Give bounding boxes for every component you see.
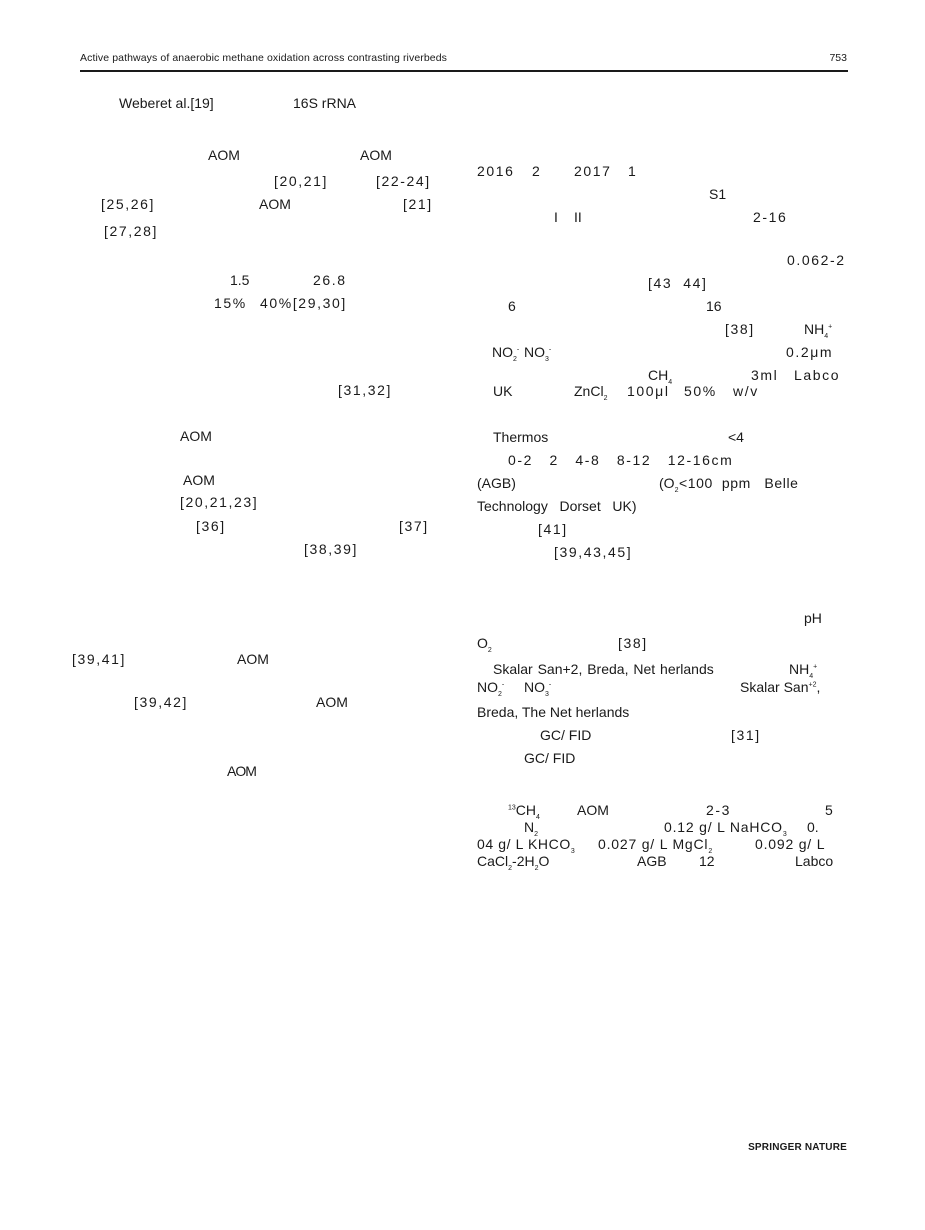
brand: Labco bbox=[794, 367, 841, 383]
filter-size: 0.2μm bbox=[786, 344, 834, 360]
volume: 3ml bbox=[751, 367, 779, 383]
date-month: 2 bbox=[532, 163, 540, 179]
term-aom: AOM bbox=[237, 651, 269, 667]
chem-cacl2: $CaCl_2-2H_2O$ bbox=[477, 853, 550, 872]
citation: [41] bbox=[538, 521, 568, 537]
term-agb: AGB bbox=[637, 853, 667, 869]
brand: Labco bbox=[795, 853, 834, 869]
number: 1.5 bbox=[230, 272, 250, 288]
supplement-ref: S1 bbox=[709, 186, 727, 202]
chem-o2: $O_2$ bbox=[477, 635, 492, 654]
chem-13ch4: $^{13}CH_4$ bbox=[508, 802, 540, 821]
chem-nh4: $NH_4^+$ bbox=[804, 321, 833, 340]
depth-range: 2-16 bbox=[753, 209, 788, 225]
citation: [20,21] bbox=[274, 173, 329, 189]
location: Breda, The Net herlands bbox=[477, 704, 630, 720]
citation: [20,21,23] bbox=[180, 494, 259, 510]
medium-mgcl2: 0.027 g/ L MgCl$_2$ bbox=[598, 836, 714, 855]
header-rule bbox=[80, 70, 848, 72]
brand: Thermos bbox=[493, 429, 549, 445]
citation: [39,42] bbox=[134, 694, 189, 710]
instrument: Skalar San+2, Breda, Net herlands bbox=[493, 661, 714, 677]
instrument: Skalar San$^{+2}$, bbox=[740, 679, 821, 695]
term-ph: pH bbox=[804, 610, 822, 626]
number: 16 bbox=[706, 298, 722, 314]
chem-no2: $NO_2^-$ bbox=[492, 344, 520, 363]
citation: [38] bbox=[618, 635, 648, 651]
citation: 40%[29,30] bbox=[260, 295, 347, 311]
medium-cacl2: 0.092 g/ L bbox=[755, 836, 826, 852]
roman-numeral: I bbox=[554, 209, 558, 225]
number: 5 bbox=[825, 802, 833, 818]
date-year: 2017 bbox=[574, 163, 612, 179]
percentage: 15% bbox=[214, 295, 247, 311]
number: 26.8 bbox=[313, 272, 347, 288]
citation: [38] bbox=[725, 321, 755, 337]
chem-nh4: $NH_4^+$ bbox=[789, 661, 818, 680]
instrument: GC/ FID bbox=[524, 750, 576, 766]
number: 6 bbox=[508, 298, 516, 314]
running-header: Active pathways of anaerobic methane oxidation across contrasting riverbeds bbox=[80, 52, 448, 64]
temperature: <4 bbox=[728, 429, 744, 445]
chem-no3: $NO_3^-$ bbox=[524, 679, 552, 698]
chem-ch4: $CH_4$ bbox=[648, 367, 673, 386]
citation: [22-24] bbox=[376, 173, 431, 189]
unit: w/v bbox=[733, 383, 759, 399]
manufacturer: Technology Dorset UK) bbox=[477, 498, 637, 514]
citation: [31] bbox=[731, 727, 761, 743]
date-year: 2016 bbox=[477, 163, 515, 179]
citation: [36] bbox=[196, 518, 226, 534]
citation: [39,41] bbox=[72, 651, 127, 667]
term-aom: AOM bbox=[180, 428, 212, 444]
chem-no2: $NO_2^-$ bbox=[477, 679, 505, 698]
country: UK bbox=[493, 383, 513, 399]
number: 12 bbox=[699, 853, 715, 869]
roman-numeral: II bbox=[574, 209, 582, 225]
term-aom: AOM bbox=[227, 763, 256, 779]
medium-nahco3: 0.12 g/ L NaHCO$_3$ bbox=[664, 819, 788, 838]
term-aom: AOM bbox=[316, 694, 348, 710]
percentage: 50% bbox=[684, 383, 717, 399]
citation: [31,32] bbox=[338, 382, 393, 398]
term-aom: AOM bbox=[183, 472, 215, 488]
chem-n2: $N_2$ bbox=[524, 819, 539, 838]
term-aom: AOM bbox=[208, 147, 240, 163]
publisher-logo: SPRINGER NATURE bbox=[748, 1142, 847, 1153]
chem-no3: $NO_3^-$ bbox=[524, 344, 552, 363]
citation: [21] bbox=[403, 196, 433, 212]
date-month: 1 bbox=[628, 163, 636, 179]
term-aom: AOM bbox=[259, 196, 291, 212]
duration: 2-3 bbox=[706, 802, 732, 818]
citation: [43 44] bbox=[648, 275, 708, 291]
depth-intervals: 0-2 2 4-8 8-12 12-16cm bbox=[508, 452, 734, 468]
citation: [37] bbox=[399, 518, 429, 534]
term-16s-rrna: 16S rRNA bbox=[293, 95, 357, 111]
size-range: 0.062-2 bbox=[787, 252, 846, 268]
citation-weber: Weberet al.[19] bbox=[119, 95, 214, 111]
term-aom: AOM bbox=[360, 147, 392, 163]
term-agb: (AGB) bbox=[477, 475, 516, 491]
term-aom: AOM bbox=[577, 802, 609, 818]
chem-zncl2: ZnCl$_2$ bbox=[574, 383, 608, 402]
volume: 100μl bbox=[627, 383, 670, 399]
oxygen-limit: <100 ppm Belle bbox=[679, 475, 799, 491]
citation: [27,28] bbox=[104, 223, 159, 239]
citation: [39,43,45] bbox=[554, 544, 633, 560]
chem-o2: ($O_2$ bbox=[659, 475, 679, 494]
number: 0. bbox=[807, 819, 819, 835]
page-number: 753 bbox=[829, 52, 847, 64]
medium-khco3: 04 g/ L $KHCO_3$ bbox=[477, 836, 576, 855]
citation: [38,39] bbox=[304, 541, 359, 557]
citation: [25,26] bbox=[101, 196, 156, 212]
instrument: GC/ FID bbox=[540, 727, 592, 743]
